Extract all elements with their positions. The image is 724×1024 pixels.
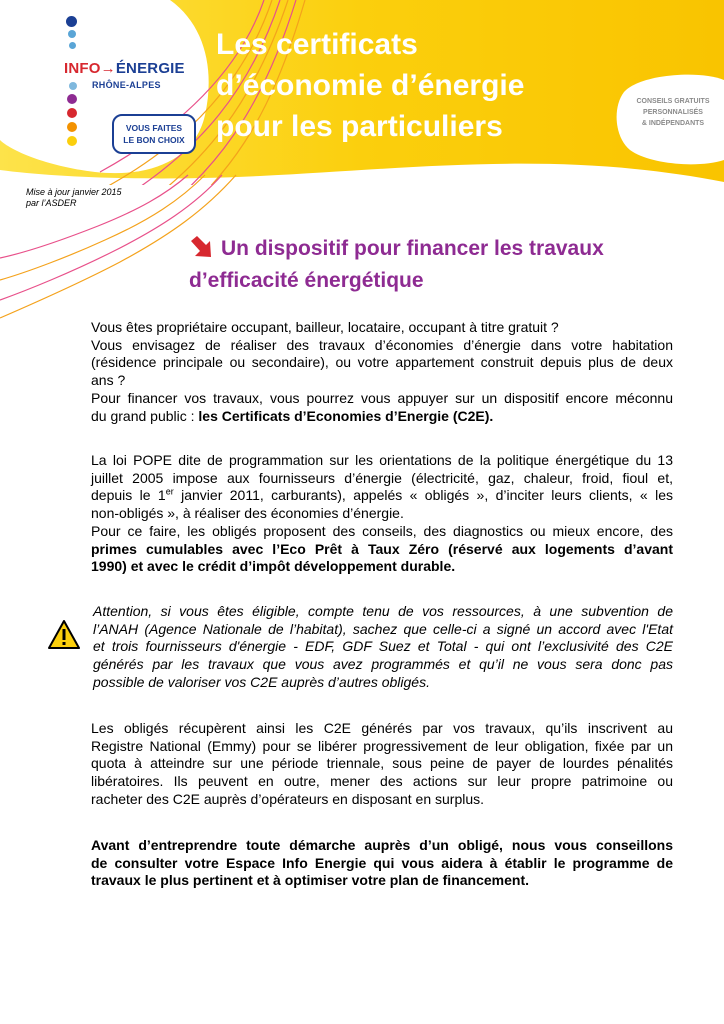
red-down-right-arrow-icon [189, 236, 215, 258]
page-title-line: pour les particuliers [216, 110, 503, 143]
section-heading-line: d’efficacité énergétique [189, 269, 424, 292]
logo-dot [67, 136, 77, 146]
logo-dot [67, 94, 77, 104]
text-line-bold: primes cumulables avec l’Eco Prêt à Taux Zéro (réservé aux logements d’avant [91, 540, 673, 557]
logo-energie-text: ÉNERGIE [115, 60, 185, 77]
text-line-bold: travaux le plus pertinent et à optimiser votre plan de financement. [91, 872, 529, 889]
text-line: (résidence principale ou secondaire), ou votre appartement construit depuis plus de deux [91, 354, 673, 371]
text-line: racheter des C2E auprès d’opérateurs en disposant en surplus. [91, 790, 485, 807]
text-line-bold: 1990) et avec le crédit d’impôt développement durable. [91, 558, 456, 575]
info-energie-logo [4, 2, 210, 170]
logo-info-text: INFO [64, 60, 101, 77]
warning-line: l’ANAH (Agence Nationale de l’habitat), sachez que celle-ci a signé un accord avec l'Etat [93, 620, 673, 637]
warning-line: et trois fournisseurs d'énergie - EDF, GDF Suez et Total - qui ont l’exclusivité des C2E [93, 638, 673, 655]
logo-dot [67, 108, 77, 118]
section-heading-line: Un dispositif pour financer les travaux [221, 237, 604, 260]
logo-dot [69, 82, 77, 90]
logo-dot [67, 122, 77, 132]
superscript: er [165, 486, 174, 497]
advice-badge-line: & INDÉPENDANTS [641, 120, 705, 127]
warning-triangle-icon [48, 619, 80, 651]
advice-badge [630, 96, 716, 129]
update-note-line: par l’ASDER [26, 198, 77, 208]
text-line: Les obligés récupèrent ainsi les C2E générés par vos travaux, qu’ils inscrivent au [91, 720, 673, 736]
update-note [26, 187, 122, 209]
page-title [216, 24, 524, 147]
text-line-bold: Avant d’entreprendre toute démarche auprès d’un obligé, nous vous conseillons [91, 837, 673, 853]
logo-wordmark [64, 60, 185, 77]
pope-law-paragraph [91, 452, 673, 576]
advice-badge-line: CONSEILS GRATUITS [636, 98, 710, 105]
advice-paragraph [91, 837, 673, 890]
text-line: Pour financer vos travaux, vous pourrez vous appuyer sur un dispositif encore méconnu [91, 389, 673, 406]
text-line: Pour ce faire, les obligés proposent des conseils, des diagnostics ou mieux encore, des [91, 522, 673, 539]
text-line: ans ? [91, 372, 126, 389]
logo-dot [66, 16, 77, 27]
page-title-line: Les certificats [216, 28, 418, 61]
intro-paragraph [91, 319, 673, 425]
logo-slogan [112, 114, 196, 154]
logo-region: RHÔNE-ALPES [92, 80, 161, 90]
text-line: Vous êtes propriétaire occupant, bailleur, locataire, occupant à titre gratuit ? [91, 319, 559, 335]
text-line: quota à atteindre sur une période triennale, sous peine de payer de lourdes pénalités [91, 755, 673, 772]
text-line: du grand public : [91, 407, 199, 424]
text-line: juillet 2005 impose aux fournisseurs d’énergie (électricité, gaz, chaleur, froid, fioul et, [91, 469, 673, 486]
registry-paragraph [91, 720, 673, 809]
warning-line: générés par les travaux que vous avez programmés et qu’il ne vous sera donc pas [93, 656, 673, 673]
warning-line: Attention, si vous êtes éligible, compte tenu de vos ressources, à une subvention de [93, 603, 673, 619]
text-line: Registre National (Emmy) pour se libérer progressivement de leur obligation, fixée par un [91, 737, 673, 754]
text-line: janvier 2011, carburants), appelés « obligés », d’inciter leurs clients, « les [173, 487, 673, 504]
text-line: non-obligés », à réaliser des économies d’énergie. [91, 505, 404, 522]
anah-warning [93, 603, 673, 692]
text-line: Vous envisagez de réaliser des travaux d’économies d’énergie dans votre habitation [91, 336, 673, 353]
logo-slogan-line: LE BON CHOIX [123, 135, 185, 145]
text-line: depuis le 1 [91, 487, 166, 504]
text-line: libératoires. Ils peuvent en outre, mener des actions sur leur propre patrimoine ou [91, 773, 673, 790]
update-note-line: Mise à jour janvier 2015 [26, 187, 122, 197]
logo-dot [69, 42, 76, 49]
warning-line: possible de valoriser vos C2E auprès d’autres obligés. [93, 673, 430, 690]
c2e-emphasis: les Certificats d’Economies d’Energie (C2E). [198, 407, 494, 424]
logo-arrow-icon: → [100, 60, 116, 77]
logo-dot [68, 30, 76, 38]
page-title-line: d’économie d’énergie [216, 69, 525, 102]
advice-badge-line: PERSONNALISÉS [643, 109, 703, 116]
text-line: La loi POPE dite de programmation sur les orientations de la politique énergétique du 13 [91, 452, 673, 468]
text-line-bold: de consulter votre Espace Info Energie qui vous aidera à établir le programme de [91, 854, 673, 871]
section-heading [189, 233, 604, 297]
logo-slogan-line: VOUS FAITES [125, 123, 183, 133]
